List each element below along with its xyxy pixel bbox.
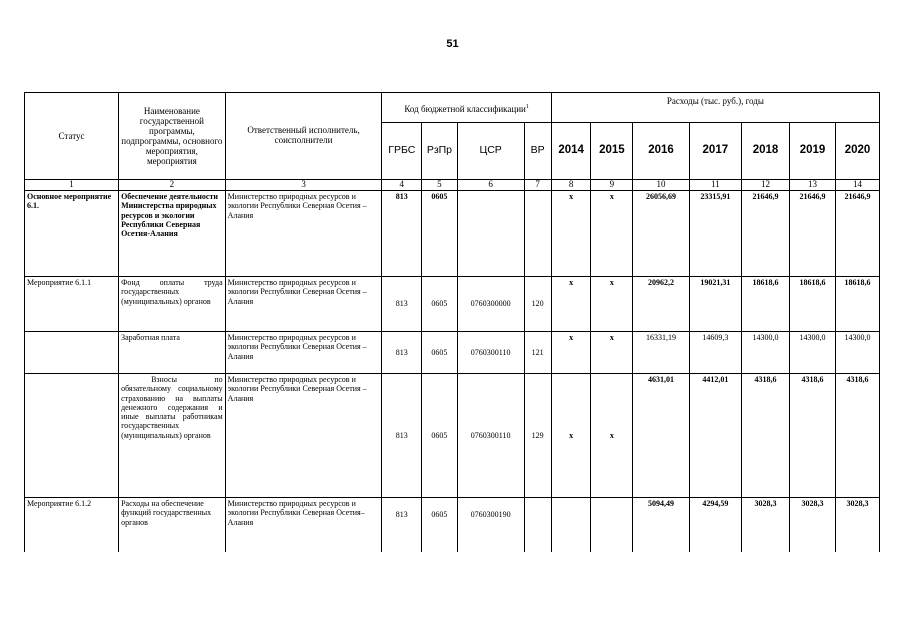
- column-number: 14: [836, 180, 880, 191]
- row-vr: 121: [524, 332, 551, 374]
- row-2019: 3028,3: [790, 498, 836, 553]
- row-responsible: Министерство природных ресурсов и экологии Республики Северная Осетия–Алания: [225, 498, 382, 553]
- column-number: 1: [25, 180, 119, 191]
- row-2017: 4294,59: [689, 498, 741, 553]
- column-number: 4: [382, 180, 422, 191]
- row-2016: 5094,49: [633, 498, 689, 553]
- row-name: Заработная плата: [119, 332, 226, 374]
- row-name: Взносы по обязательному социальному страхованию на выплаты денежного содержания и иные выплаты работникам государственных (муниципальных) органов: [119, 374, 226, 498]
- row-csr: 0760300190: [457, 498, 524, 553]
- column-number: 5: [422, 180, 458, 191]
- column-number: 3: [225, 180, 382, 191]
- row-status: [25, 374, 119, 498]
- row-2017: 23315,91: [689, 191, 741, 277]
- header-year-2020: 2020: [836, 123, 880, 180]
- column-number: 12: [741, 180, 789, 191]
- row-2020: 3028,3: [836, 498, 880, 553]
- header-year-2019: 2019: [790, 123, 836, 180]
- header-expenses: Расходы (тыс. руб.), годы: [551, 93, 879, 123]
- row-2018: 3028,3: [741, 498, 789, 553]
- row-grbs: 813: [382, 332, 422, 374]
- row-2018: 18618,6: [741, 277, 789, 332]
- row-2017: 19021,31: [689, 277, 741, 332]
- row-2014: x: [551, 332, 591, 374]
- header-budget-code: Код бюджетной классификации$^1$: [382, 93, 551, 123]
- row-2015: x: [591, 191, 633, 277]
- table-row: [25, 498, 880, 553]
- column-number: 9: [591, 180, 633, 191]
- row-rzpr: 0605: [422, 498, 458, 553]
- column-number: 2: [119, 180, 226, 191]
- column-number: 13: [790, 180, 836, 191]
- header-year-2017: 2017: [689, 123, 741, 180]
- table-row: [25, 374, 880, 498]
- budget-table-container: [24, 92, 880, 552]
- row-status: Основное мероприятие 6.1.: [25, 191, 119, 277]
- row-2018: 4318,6: [741, 374, 789, 498]
- row-2020: 21646,9: [836, 191, 880, 277]
- row-responsible: Министерство природных ресурсов и экологии Республики Северная Осетия – Алания: [225, 191, 382, 277]
- row-rzpr: 0605: [422, 374, 458, 498]
- row-2020: 14300,0: [836, 332, 880, 374]
- row-rzpr: 0605: [422, 277, 458, 332]
- row-csr: 0760300000: [457, 277, 524, 332]
- row-responsible: Министерство природных ресурсов и экологии Республики Северная Осетия – Алания: [225, 374, 382, 498]
- row-2016: 20962,2: [633, 277, 689, 332]
- row-vr: [524, 191, 551, 277]
- row-vr: 120: [524, 277, 551, 332]
- row-2014: x: [551, 191, 591, 277]
- row-name: Фонд оплаты труда государственных (муниципальных) органов: [119, 277, 226, 332]
- header-code-vr: ВР: [524, 123, 551, 180]
- row-vr: [524, 498, 551, 553]
- row-responsible: Министерство природных ресурсов и экологии Республики Северная Осетия – Алания: [225, 277, 382, 332]
- row-2016: 26056,69: [633, 191, 689, 277]
- row-2014: x: [551, 374, 591, 498]
- row-2017: 4412,01: [689, 374, 741, 498]
- column-number: 11: [689, 180, 741, 191]
- table-row: [25, 332, 880, 374]
- header-status: Статус: [25, 93, 119, 180]
- header-responsible: Ответственный исполнитель, соисполнители: [225, 93, 382, 180]
- header-year-2015: 2015: [591, 123, 633, 180]
- row-grbs: 813: [382, 191, 422, 277]
- row-rzpr: 0605: [422, 191, 458, 277]
- row-2016: 16331,19: [633, 332, 689, 374]
- column-number: 10: [633, 180, 689, 191]
- row-2019: 21646,9: [790, 191, 836, 277]
- row-2020: 18618,6: [836, 277, 880, 332]
- column-number-row: [25, 180, 880, 191]
- row-2020: 4318,6: [836, 374, 880, 498]
- row-2018: 21646,9: [741, 191, 789, 277]
- header-year-2014: 2014: [551, 123, 591, 180]
- header-code-rzpr: РзПр: [422, 123, 458, 180]
- column-number: 8: [551, 180, 591, 191]
- header-code-csr: ЦСР: [457, 123, 524, 180]
- row-2016: 4631,01: [633, 374, 689, 498]
- row-grbs: 813: [382, 498, 422, 553]
- row-vr: 129: [524, 374, 551, 498]
- header-name: Наименование государственной программы, подпрограммы, основного мероприятия, мероприятия: [119, 93, 226, 180]
- row-name: Обеспечение деятельности Министерства природных ресурсов и экологии Республики Северная Осетия-Алания: [119, 191, 226, 277]
- row-csr: 0760300110: [457, 332, 524, 374]
- row-csr: 0760300110: [457, 374, 524, 498]
- row-2015: [591, 498, 633, 553]
- row-2019: 4318,6: [790, 374, 836, 498]
- row-2015: x: [591, 277, 633, 332]
- row-status: Мероприятие 6.1.1: [25, 277, 119, 332]
- page-number: 51: [446, 38, 459, 50]
- row-grbs: 813: [382, 277, 422, 332]
- row-2019: 18618,6: [790, 277, 836, 332]
- row-responsible: Министерство природных ресурсов и экологии Республики Северная Осетия – Алания: [225, 332, 382, 374]
- table-row: [25, 277, 880, 332]
- row-name: Расходы на обеспечение функций государственных органов: [119, 498, 226, 553]
- header-code-grbs: ГРБС: [382, 123, 422, 180]
- row-rzpr: 0605: [422, 332, 458, 374]
- row-2015: x: [591, 374, 633, 498]
- row-2015: x: [591, 332, 633, 374]
- row-2014: [551, 498, 591, 553]
- header-year-2016: 2016: [633, 123, 689, 180]
- row-status: Мероприятие 6.1.2: [25, 498, 119, 553]
- row-status: [25, 332, 119, 374]
- row-2018: 14300,0: [741, 332, 789, 374]
- row-2014: x: [551, 277, 591, 332]
- column-number: 7: [524, 180, 551, 191]
- row-2019: 14300,0: [790, 332, 836, 374]
- row-grbs: 813: [382, 374, 422, 498]
- header-year-2018: 2018: [741, 123, 789, 180]
- table-row: [25, 191, 880, 277]
- row-csr: [457, 191, 524, 277]
- column-number: 6: [457, 180, 524, 191]
- budget-table: [24, 92, 880, 552]
- row-2017: 14609,3: [689, 332, 741, 374]
